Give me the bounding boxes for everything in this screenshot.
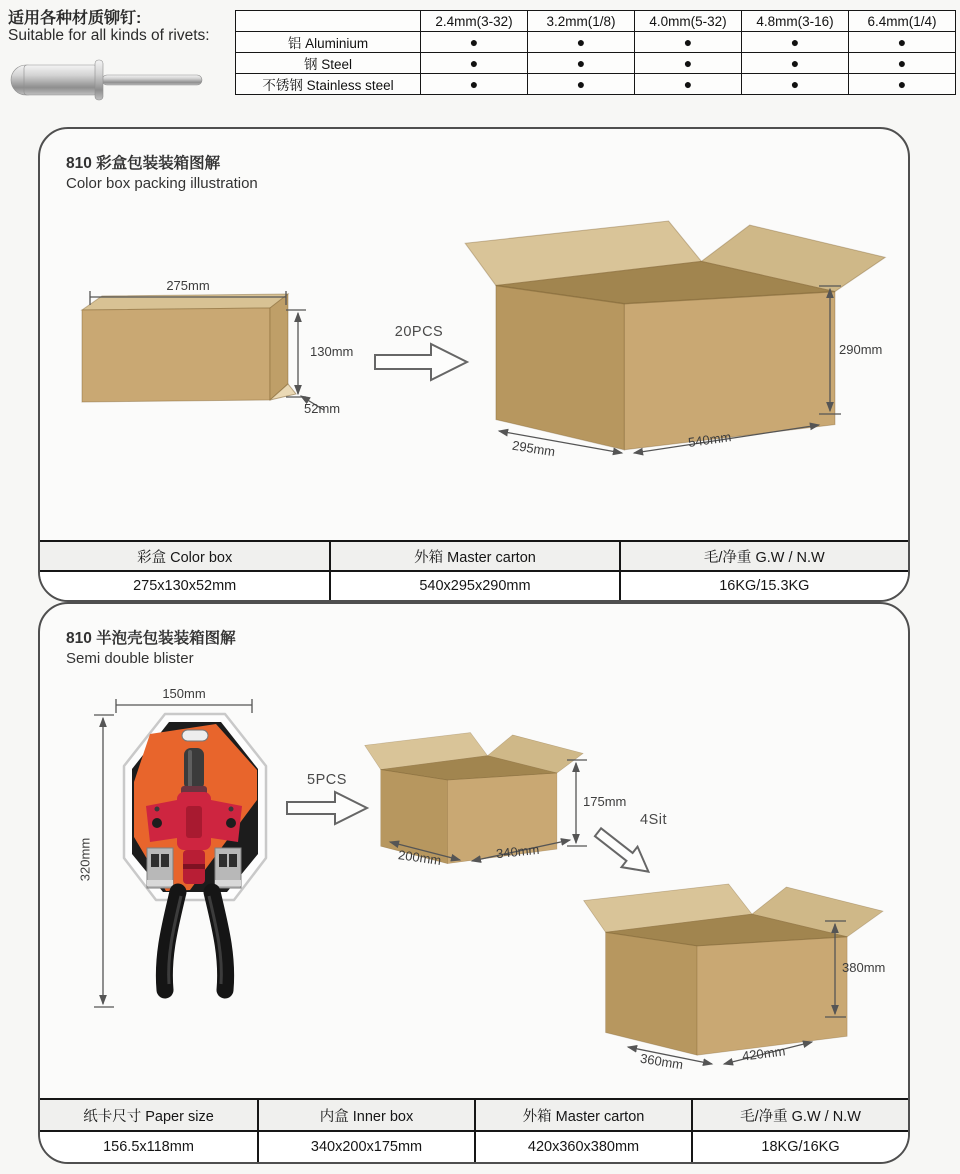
panel1-spec-table	[40, 540, 908, 600]
color-box-packing-panel	[38, 127, 910, 602]
spec-value-mastercarton: 420x360x380mm	[474, 1130, 691, 1162]
spec-value-papersize: 156.5x118mm	[40, 1130, 257, 1162]
rivet-table-corner-cell	[236, 11, 421, 32]
carton-depth-dim: 295mm	[511, 437, 557, 460]
dot-mark: ●	[528, 53, 635, 74]
size-col-header: 4.8mm(3-16)	[742, 11, 849, 32]
dot-mark: ●	[635, 53, 742, 74]
innerbox-depth-dim: 200mm	[397, 847, 443, 868]
spec-header-mastercarton: 外箱 Master carton	[329, 540, 618, 570]
dot-mark: ●	[421, 74, 528, 95]
spec-value-colorbox: 275x130x52mm	[40, 570, 329, 600]
dot-mark: ●	[742, 32, 849, 53]
panel2-title-en: Semi double blister	[66, 650, 194, 667]
blind-rivet-icon	[5, 56, 215, 104]
dot-mark: ●	[528, 74, 635, 95]
dot-mark: ●	[635, 32, 742, 53]
blister-height-dim: 320mm	[77, 837, 93, 882]
colorbox-depth-dim: 52mm	[304, 401, 341, 416]
spec-header-innerbox: 内盒 Inner box	[257, 1098, 474, 1130]
material-row-steel	[236, 53, 956, 74]
dot-mark: ●	[528, 32, 635, 53]
innerbox-height-dim: 175mm	[583, 794, 627, 809]
arrow-right-icon	[287, 792, 367, 824]
arrow-down-right-icon	[590, 822, 656, 882]
spec-value-mastercarton: 540x295x290mm	[329, 570, 618, 600]
material-label: 铝 Aluminium	[236, 32, 421, 53]
colorbox-height-dim: 130mm	[310, 344, 354, 359]
rivets-title-zh: 适用各种材质铆钉:	[8, 10, 142, 27]
carton2-height-dim: 380mm	[842, 960, 886, 975]
dot-mark: ●	[421, 53, 528, 74]
dot-mark: ●	[849, 53, 956, 74]
dot-mark: ●	[849, 32, 956, 53]
carton2-depth-dim: 360mm	[639, 1050, 685, 1073]
spec-header-colorbox: 彩盒 Color box	[40, 540, 329, 570]
spec-value-innerbox: 340x200x175mm	[257, 1130, 474, 1162]
size-col-header: 3.2mm(1/8)	[528, 11, 635, 32]
panel1-title-zh: 810 彩盒包装装箱图解	[66, 155, 221, 172]
spec-value-weight: 16KG/15.3KG	[619, 570, 908, 600]
size-col-header: 4.0mm(5-32)	[635, 11, 742, 32]
rivets-title-en: Suitable for all kinds of rivets:	[8, 27, 210, 44]
dot-mark: ●	[742, 53, 849, 74]
dot-mark: ●	[742, 74, 849, 95]
material-label: 钢 Steel	[236, 53, 421, 74]
size-col-header: 2.4mm(3-32)	[421, 11, 528, 32]
dot-mark: ●	[421, 32, 528, 53]
carton2-width-dim: 420mm	[741, 1043, 787, 1064]
blister-packing-panel	[38, 602, 910, 1164]
spec-header-papersize: 纸卡尺寸 Paper size	[40, 1098, 257, 1130]
arrow-right-icon	[375, 344, 467, 380]
spec-header-weight: 毛/净重 G.W / N.W	[691, 1098, 908, 1130]
innerbox-width-dim: 340mm	[495, 841, 541, 862]
panel2-title-zh: 810 半泡壳包装装箱图解	[66, 630, 236, 647]
size-col-header: 6.4mm(1/4)	[849, 11, 956, 32]
rivet-size-table	[235, 10, 956, 95]
pcs-arrow-label: 20PCS	[394, 324, 444, 340]
dot-mark: ●	[849, 74, 956, 95]
panel1-dimension-lines	[40, 129, 906, 598]
rivet-table-header-row	[236, 11, 956, 32]
set-arrow-label: 4Sit	[640, 812, 667, 828]
carton-height-dim: 290mm	[839, 342, 883, 357]
spec-header-mastercarton: 外箱 Master carton	[474, 1098, 691, 1130]
material-row-stainless	[236, 74, 956, 95]
carton-width-dim: 540mm	[687, 429, 733, 450]
material-row-aluminium	[236, 32, 956, 53]
material-label: 不锈钢 Stainless steel	[236, 74, 421, 95]
spec-header-weight: 毛/净重 G.W / N.W	[619, 540, 908, 570]
blister-width-dim: 150mm	[162, 686, 206, 701]
panel1-title-en: Color box packing illustration	[66, 175, 258, 192]
dot-mark: ●	[635, 74, 742, 95]
pcs-arrow-label: 5PCS	[307, 772, 347, 788]
spec-value-weight: 18KG/16KG	[691, 1130, 908, 1162]
panel2-spec-table	[40, 1098, 908, 1162]
colorbox-width-dim: 275mm	[166, 278, 210, 293]
